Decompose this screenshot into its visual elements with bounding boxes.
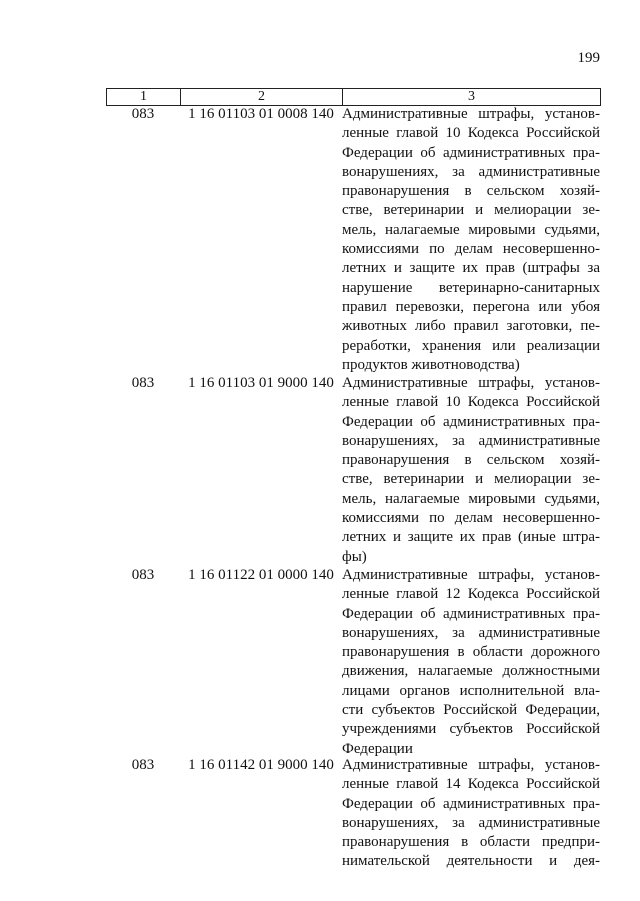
description-line: комиссиями по делам несовершенно- <box>342 510 600 527</box>
description-line: стве, ветеринарии и мелиорации зе- <box>342 202 600 219</box>
description-line: нарушение ветеринарно-санитарных <box>342 279 600 296</box>
description-line: мель, налагаемые мировыми судьями, <box>342 221 600 238</box>
description-line: ленные главой 10 Кодекса Российской <box>342 394 600 411</box>
description-line: летних и защите их прав (штрафы за <box>342 260 600 277</box>
description-line: ленные главой 14 Кодекса Российской <box>342 776 600 793</box>
description-line: вонарушениях, за административные <box>342 624 600 641</box>
description-line: вонарушениях, за административные <box>342 163 600 180</box>
description-line: реработки, хранения или реализации <box>342 337 600 354</box>
description-line: Административные штрафы, установ- <box>342 757 600 773</box>
page-number: 199 <box>577 50 600 66</box>
description-line: стве, ветеринарии и мелиорации зе- <box>342 471 600 488</box>
description-line: нимательской деятельности и дея- <box>342 853 600 870</box>
kbk-code-cell: 1 16 01122 01 0000 140 <box>188 567 334 583</box>
description-line: Федерации об административных пра- <box>342 413 600 430</box>
description-cell <box>342 566 600 759</box>
description-cell <box>342 105 600 375</box>
kbk-code-cell: 1 16 01142 01 9000 140 <box>188 757 334 773</box>
column-header-table <box>106 88 601 106</box>
description-line: правонарушения в области дорожного <box>342 644 600 661</box>
description-line: сти субъектов Российской Федерации, <box>342 702 600 719</box>
description-line: движения, налагаемые должностными <box>342 663 600 680</box>
description-line: ленные главой 10 Кодекса Российской <box>342 125 600 142</box>
table-row <box>106 105 600 374</box>
admin-code-cell: 083 <box>131 106 155 122</box>
description-line: правил перевозки, перегона или убоя <box>342 298 600 315</box>
description-line: учреждениями субъектов Российской <box>342 721 600 738</box>
column-header-row <box>107 89 601 106</box>
description-line: правонарушения в сельском хозяй- <box>342 183 600 200</box>
description-line: фы) <box>342 548 367 565</box>
admin-code-cell: 083 <box>131 375 155 391</box>
admin-code-cell: 083 <box>131 567 155 583</box>
table-row <box>106 566 600 756</box>
description-line: Федерации <box>342 740 413 757</box>
description-line: комиссиями по делам несовершенно- <box>342 241 600 258</box>
description-line: Федерации об административных пра- <box>342 605 600 622</box>
description-line: мель, налагаемые мировыми судьями, <box>342 490 600 507</box>
description-line: Административные штрафы, установ- <box>342 567 600 583</box>
description-line: Административные штрафы, установ- <box>342 375 600 391</box>
description-line: продуктов животноводства) <box>342 356 520 373</box>
description-line: животных либо правил заготовки, пе- <box>342 318 600 335</box>
description-line: Федерации об административных пра- <box>342 795 600 812</box>
description-line: вонарушениях, за административные <box>342 814 600 831</box>
kbk-code-cell: 1 16 01103 01 9000 140 <box>188 375 334 391</box>
description-line: Федерации об административных пра- <box>342 144 600 161</box>
table-row <box>106 756 600 872</box>
admin-code-cell: 083 <box>131 757 155 773</box>
description-cell <box>342 756 600 872</box>
description-line: вонарушениях, за административные <box>342 432 600 449</box>
description-line: ленные главой 12 Кодекса Российской <box>342 586 600 603</box>
table-row <box>106 374 600 566</box>
description-line: Административные штрафы, установ- <box>342 106 600 122</box>
description-cell <box>342 374 600 567</box>
description-line: правонарушения в области предпри- <box>342 834 600 851</box>
column-header-1: 1 <box>107 89 181 106</box>
kbk-code-cell: 1 16 01103 01 0008 140 <box>188 106 334 122</box>
column-header-2: 2 <box>181 89 343 106</box>
description-line: летних и защите их прав (иные штра- <box>342 529 600 546</box>
description-line: правонарушения в сельском хозяй- <box>342 452 600 469</box>
description-line: лицами органов исполнительной вла- <box>342 682 600 699</box>
table-body <box>106 105 600 872</box>
column-header-3: 3 <box>343 89 601 106</box>
